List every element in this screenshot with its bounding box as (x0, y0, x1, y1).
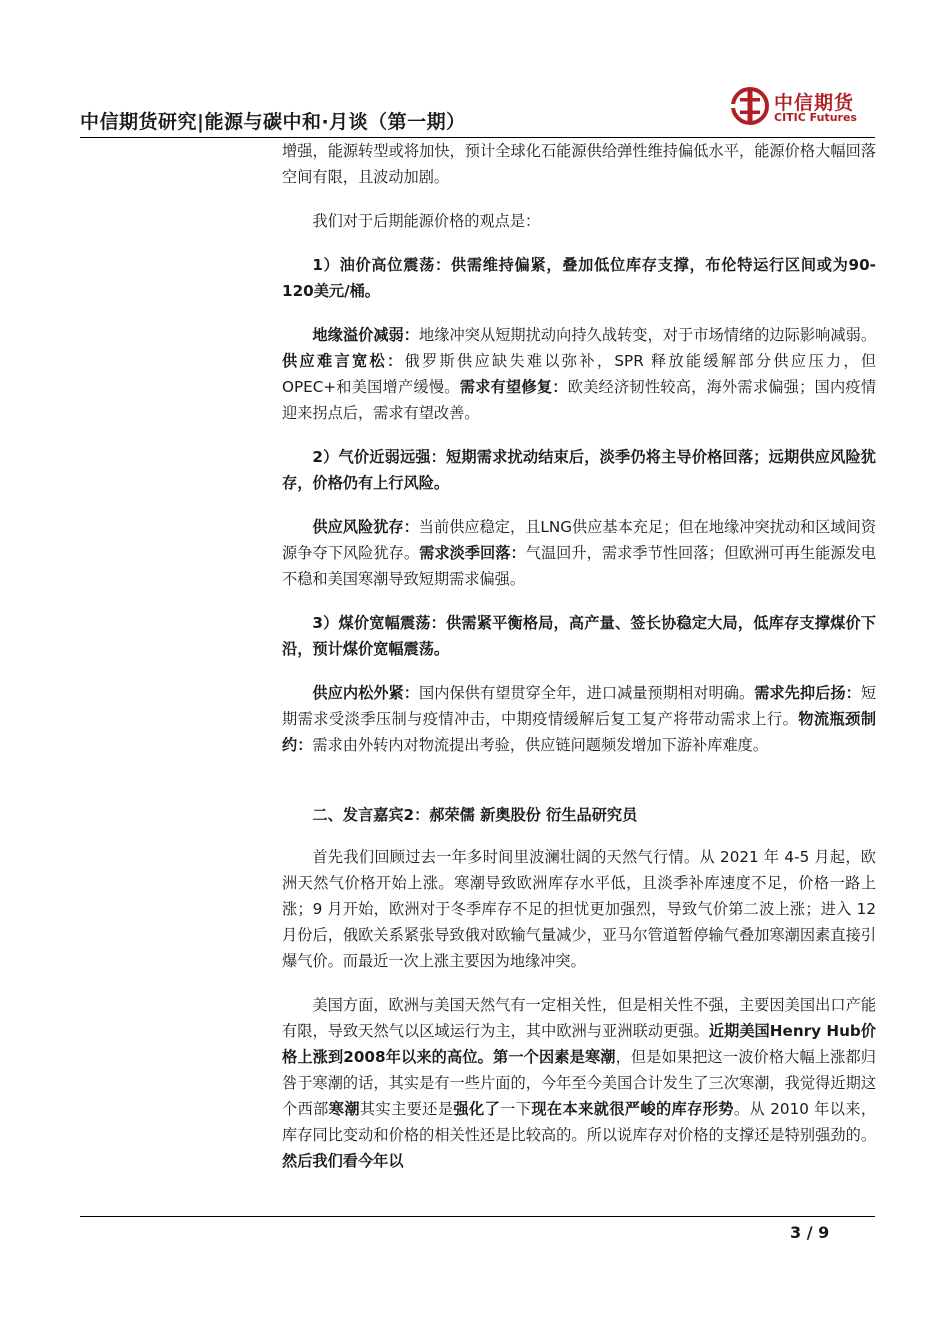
oil-point-1-label: 地缘溢价减弱： (312, 326, 420, 344)
us-text-1: 美国方面，欧洲与美国天然气有一定相关性，但是相关性不强，主要因美国出口产能有限，导致天然气以区域运行为主，其中欧洲与亚洲联动更强。 (282, 996, 876, 1040)
footer-divider (80, 1216, 875, 1217)
section-heading-text: 二、发言嘉宾2：郝荣儒 新奥股份 衍生品研究员 (312, 806, 638, 824)
document-body (282, 138, 876, 1174)
us-text-5: 。从 2010 年以来，库存同比变动和价格的相关性还是比较高的。所以说库存对价格的支撑还是特别强劲的。 (282, 1100, 877, 1144)
oil-point-3-text: 欧美经济韧性较高，海外需求偏强；国内疫情迎来拐点后，需求有望改善。 (282, 378, 877, 422)
page-number: 3 / 9 (790, 1223, 830, 1242)
paragraph-oil-detail (282, 322, 876, 426)
paragraph-views-lead: 我们对于后期能源价格的观点是： (312, 212, 541, 230)
coal-point-1-label: 供应内松外紧： (312, 684, 420, 702)
coal-point-3-text: 需求由外转内对物流提出考验，供应链问题频发增加下游补库难度。 (312, 736, 768, 754)
oil-point-2-label: 供应难言宽松： (282, 352, 405, 370)
oil-point-2-text: 俄罗斯供应缺失难以弥补，SPR 释放能缓解部分供应压力，但 OPEC+和美国增产缓慢。 (282, 352, 877, 396)
gas-point-2-label: 需求淡季回落： (419, 544, 526, 562)
logo-text-en: CITIC Futures (774, 111, 857, 124)
logo-text-cn: 中信期货 (774, 92, 855, 114)
us-text-3: 其实主要还是 (359, 1100, 454, 1118)
us-bold-2: 寒潮 (328, 1100, 360, 1118)
paragraph-intro-cont: 增强，能源转型或将加快，预计全球化石能源供给弹性维持偏低水平，能源价格大幅回落空间有限，且波动加剧。 (282, 142, 876, 186)
coal-point-1-text: 国内保供有望贯穿全年，进口减量预期相对明确。 (419, 684, 755, 702)
gas-point-1-text: 当前供应稳定，且LNG供应基本充足；但在地缘冲突扰动和区域间资源争夺下风险犹存。 (282, 518, 877, 562)
us-text-2: ，但是如果把这一波价格大幅上涨都归咎于寒潮的话，其实是有一些片面的，今年至今美国合计发生了三次寒潮，我觉得近期这个西部 (282, 1048, 876, 1118)
us-bold-4: 现在本来就很严峻的库存形势 (531, 1100, 734, 1118)
oil-point-3-label: 需求有望修复： (459, 378, 568, 396)
us-bold-5: 然后我们看今年以 (282, 1152, 404, 1170)
oil-heading (282, 252, 876, 304)
coal-heading-text: 3）煤价宽幅震荡：供需紧平衡格局，高产量、签长协稳定大局，低库存支撑煤价下沿，预计煤价宽幅震荡。 (282, 614, 876, 658)
us-bold-1: 近期美国Henry Hub价格上涨到2008年以来的高位。第一个因素是寒潮 (282, 1022, 876, 1066)
oil-point-1-text: 地缘冲突从短期扰动向持久战转变，对于市场情绪的边际影响减弱。 (419, 326, 877, 344)
gas-heading (282, 444, 876, 496)
paragraph-us-market (282, 992, 876, 1174)
us-text-4: 一下 (500, 1100, 532, 1118)
paragraph-coal-detail (282, 680, 876, 758)
gas-point-1-label: 供应风险犹存： (312, 518, 419, 536)
citic-logo-icon (730, 86, 770, 126)
oil-heading-text: 1）油价高位震荡：供需维持偏紧，叠加低位库存支撑，布伦特运行区间或为90-120美元/桶。 (282, 256, 876, 300)
section-heading (282, 802, 876, 828)
coal-point-3-label: 物流瓶颈制约： (282, 710, 877, 754)
paragraph-gas-detail (282, 514, 876, 592)
coal-point-2-text: 短期需求受淡季压制与疫情冲击，中期疫情缓解后复工复产将带动需求上行。 (282, 684, 877, 728)
citic-futures-logo (730, 86, 880, 132)
header-title: 中信期货研究|能源与碳中和·月谈（第一期） (80, 111, 466, 133)
coal-point-2-label: 需求先抑后扬： (754, 684, 861, 702)
coal-heading (282, 610, 876, 662)
us-bold-3: 强化了 (453, 1100, 501, 1118)
gas-point-2-text: 气温回升，需求季节性回落；但欧洲可再生能源发电不稳和美国寒潮导致短期需求偏强。 (282, 544, 877, 588)
paragraph-gas-review: 首先我们回顾过去一年多时间里波澜壮阔的天然气行情。从 2021 年 4-5 月起，欧洲天然气价格开始上涨。寒潮导致欧洲库存水平低，且淡季补库速度不足，价格一路上涨；9 月开始，欧洲对于冬季库存不足的担忧更加强烈，导致气价第二波上涨；进入 12 月份后，俄欧关系紧张导致俄对欧输气量减少，亚马尔管道暂停输气叠加寒潮因素直接引爆气价。而最近一次上涨主要因为地缘冲突。 (282, 848, 876, 970)
gas-heading-text: 2）气价近弱远强：短期需求扰动结束后，淡季仍将主导价格回落；远期供应风险犹存，价格仍有上行风险。 (282, 448, 876, 492)
